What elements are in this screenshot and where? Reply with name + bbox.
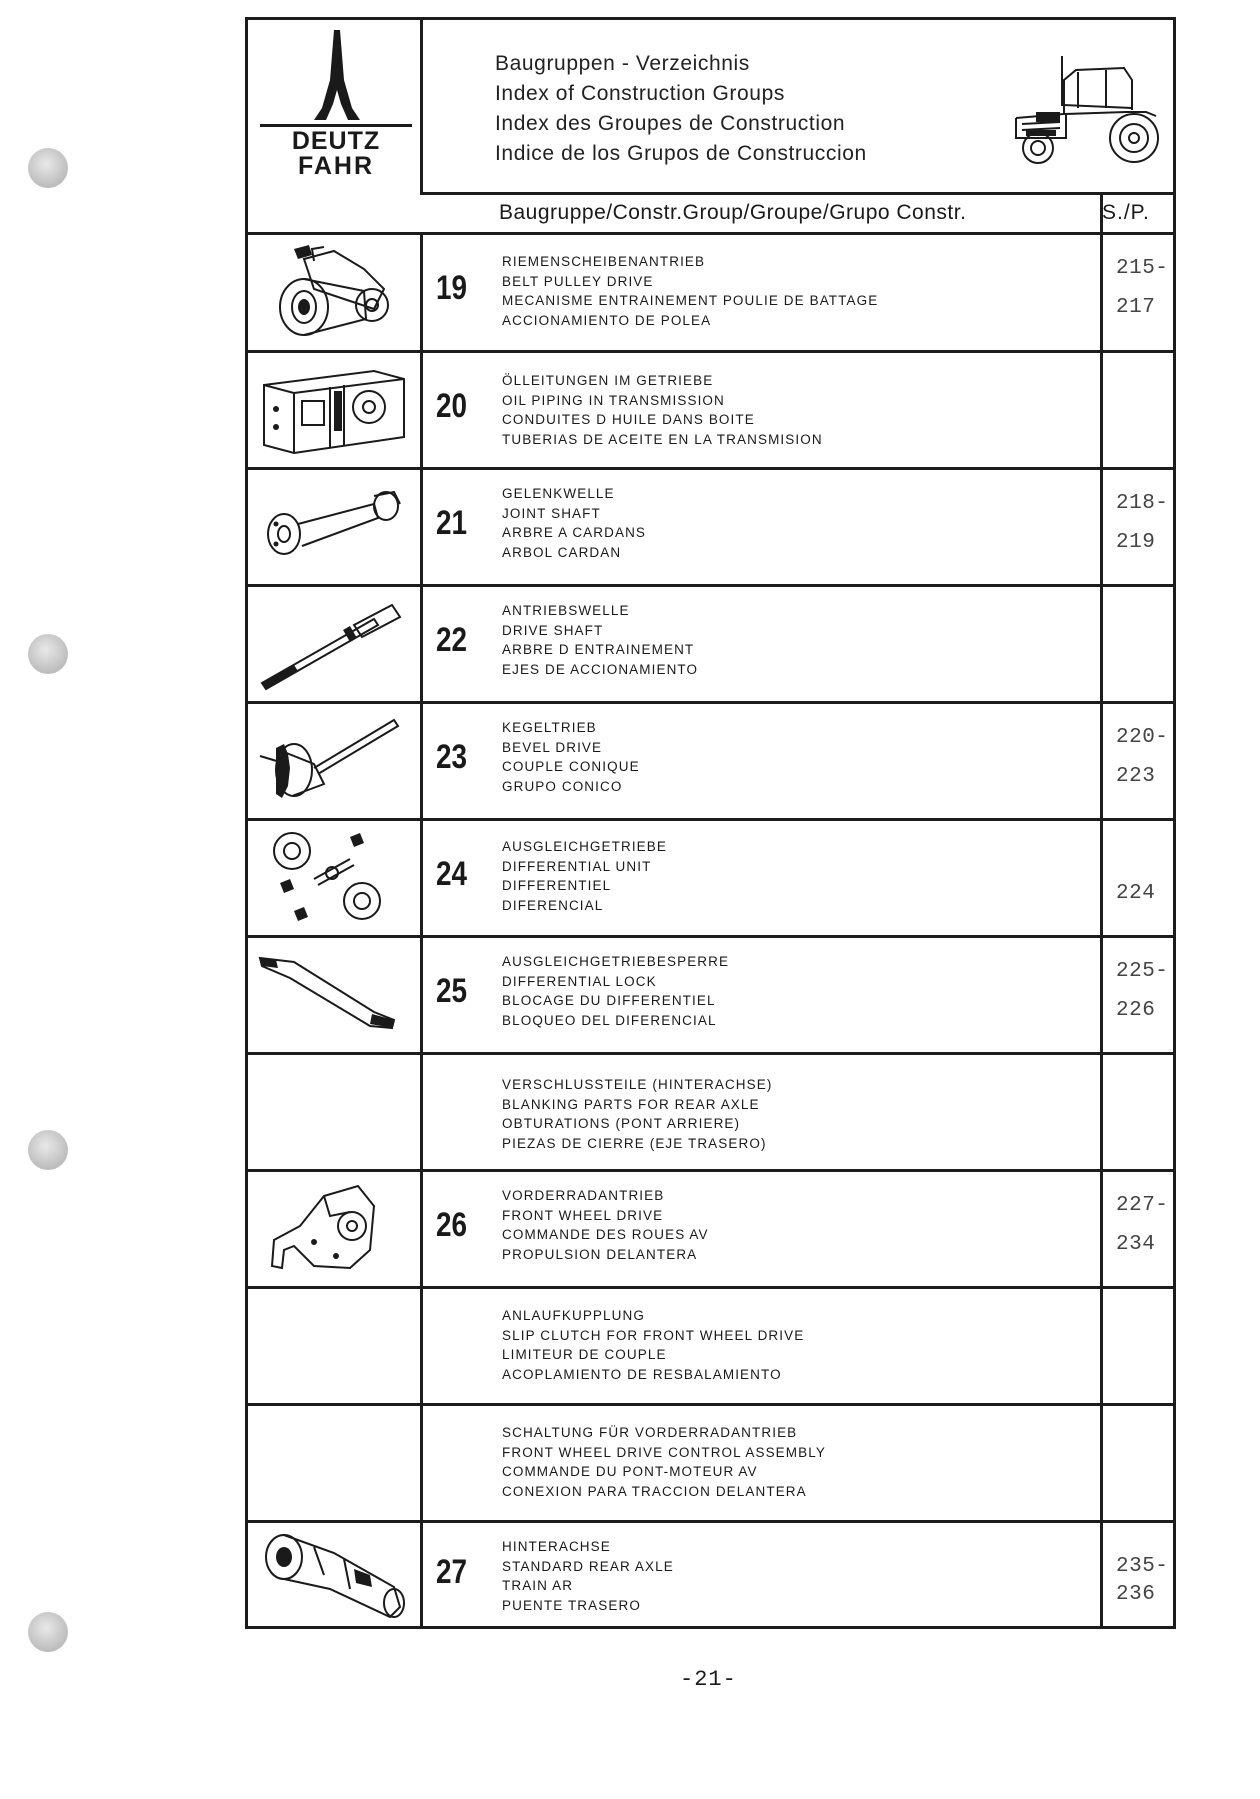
group-number: 26 [436,1206,468,1244]
divider [1100,1055,1103,1169]
group-number: 20 [436,387,468,425]
group-description: RIEMENSCHEIBENANTRIEB BELT PULLEY DRIVE MECANISME ENTRAINEMENT POULIE DE BATTAGE ACCIONAMIENTO DE POLEA [502,254,879,328]
row-image [248,821,423,935]
group-description: GELENKWELLE JOINT SHAFT ARBRE A CARDANS ARBOL CARDAN [502,486,647,560]
divider [1100,1289,1103,1403]
group-number: 21 [436,504,468,542]
title-de: Baugruppen - Verzeichnis [495,52,750,75]
rear-axle-icon [254,1527,414,1627]
table-row [248,704,1173,821]
divider [1100,353,1103,467]
row-image [248,1523,423,1626]
title-es: Indice de los Grupos de Construccion [495,142,867,165]
group-description: SCHALTUNG FÜR VORDERRADANTRIEB FRONT WHEEL DRIVE CONTROL ASSEMBLY COMMANDE DU PONT-MOTEUR AV CONEXION PARA TRACCION DELANTERA [502,1425,826,1499]
lock-lever-icon [254,942,414,1050]
row-image [248,470,423,584]
divider [1100,704,1103,818]
page-ref: 217 [1116,296,1156,319]
divider [1100,821,1103,935]
index-header [423,20,1173,195]
row-image [248,938,423,1052]
page-ref: 235- [1116,1555,1169,1578]
front-wheel-drive-icon [254,1176,414,1284]
row-image [248,1406,423,1520]
table-row [248,587,1173,704]
row-image [248,1289,423,1403]
table-row [248,1172,1173,1289]
page-ref: 223 [1116,765,1156,788]
group-description: ÖLLEITUNGEN IM GETRIEBE OIL PIPING IN TRANSMISSION CONDUITES D HUILE DANS BOITE TUBERIAS DE ACEITE EN LA TRANSMISION [502,373,823,447]
belt-pulley-icon [254,239,414,347]
divider [1100,1172,1103,1286]
group-description: VORDERRADANTRIEB FRONT WHEEL DRIVE COMMANDE DES ROUES AV PROPULSION DELANTERA [502,1188,709,1262]
drive-shaft-icon [254,591,414,699]
page-ref: 236 [1116,1583,1156,1606]
brand-logo [248,20,423,195]
punch-hole [28,1612,68,1652]
page-ref: 234 [1116,1233,1156,1256]
group-number: 23 [436,738,468,776]
group-number: 22 [436,621,468,659]
bevel-drive-icon [254,708,414,816]
page-ref: 226 [1116,999,1156,1022]
divider [1100,938,1103,1052]
punch-hole [28,1130,68,1170]
svg-text:FAHR: FAHR [297,152,375,180]
group-description: VERSCHLUSSTEILE (HINTERACHSE) BLANKING PARTS FOR REAR AXLE OBTURATIONS (PONT ARRIERE) PIEZAS DE CIERRE (EJE TRASERO) [502,1077,773,1151]
group-number: 25 [436,972,468,1010]
table-row [248,353,1173,470]
page-ref: 227- [1116,1194,1169,1217]
transmission-housing-icon [254,357,414,465]
table-row [248,1055,1173,1172]
page-number: -21- [680,1667,737,1692]
group-number: 27 [436,1553,468,1591]
divider [1100,1523,1103,1626]
divider [1100,1406,1103,1520]
row-image [248,235,423,350]
page-ref: 218- [1116,492,1169,515]
page-ref: 219 [1116,531,1156,554]
row-image [248,1055,423,1169]
divider [1100,470,1103,584]
group-description: HINTERACHSE STANDARD REAR AXLE TRAIN AR PUENTE TRASERO [502,1539,674,1613]
group-description: ANTRIEBSWELLE DRIVE SHAFT ARBRE D ENTRAINEMENT EJES DE ACCIONAMIENTO [502,603,699,677]
table-row [248,470,1173,587]
table-row [248,938,1173,1055]
index-table [245,17,1176,1629]
group-column-label: Baugruppe/Constr.Group/Groupe/Grupo Constr. [499,201,967,224]
svg-text:DEUTZ: DEUTZ [291,127,381,155]
page-ref: 225- [1116,960,1169,983]
row-image [248,1172,423,1286]
table-row [248,1406,1173,1523]
column-header [248,195,1173,235]
table-row [248,1523,1173,1626]
group-description: KEGELTRIEB BEVEL DRIVE COUPLE CONIQUE GRUPO CONICO [502,720,640,794]
table-row [248,235,1173,353]
title-fr: Index des Groupes de Construction [495,112,846,135]
group-description: AUSGLEICHGETRIEBESPERRE DIFFERENTIAL LOCK BLOCAGE DU DIFFERENTIEL BLOQUEO DEL DIFERENCIAL [502,954,730,1028]
table-row [248,1289,1173,1406]
group-number: 24 [436,855,468,893]
deutz-fahr-logo-icon [248,20,423,195]
punch-hole [28,148,68,188]
page-column-label: S./P. [1102,201,1150,224]
row-image [248,353,423,467]
tractor-icon [1006,50,1176,165]
row-image [248,704,423,818]
page-ref: 220- [1116,726,1169,749]
table-row [248,821,1173,938]
divider [1100,235,1103,350]
differential-gears-icon [254,825,414,933]
page-ref: 215- [1116,257,1169,280]
group-number: 19 [436,269,468,307]
page-ref: 224 [1116,882,1156,905]
row-image [248,587,423,701]
group-description: ANLAUFKUPPLUNG SLIP CLUTCH FOR FRONT WHEEL DRIVE LIMITEUR DE COUPLE ACOPLAMIENTO DE RESBALAMIENTO [502,1308,805,1382]
title-en: Index of Construction Groups [495,82,785,105]
divider [1100,587,1103,701]
group-description: AUSGLEICHGETRIEBE DIFFERENTIAL UNIT DIFFERENTIEL DIFERENCIAL [502,839,667,913]
punch-hole [28,634,68,674]
joint-shaft-icon [254,474,414,582]
